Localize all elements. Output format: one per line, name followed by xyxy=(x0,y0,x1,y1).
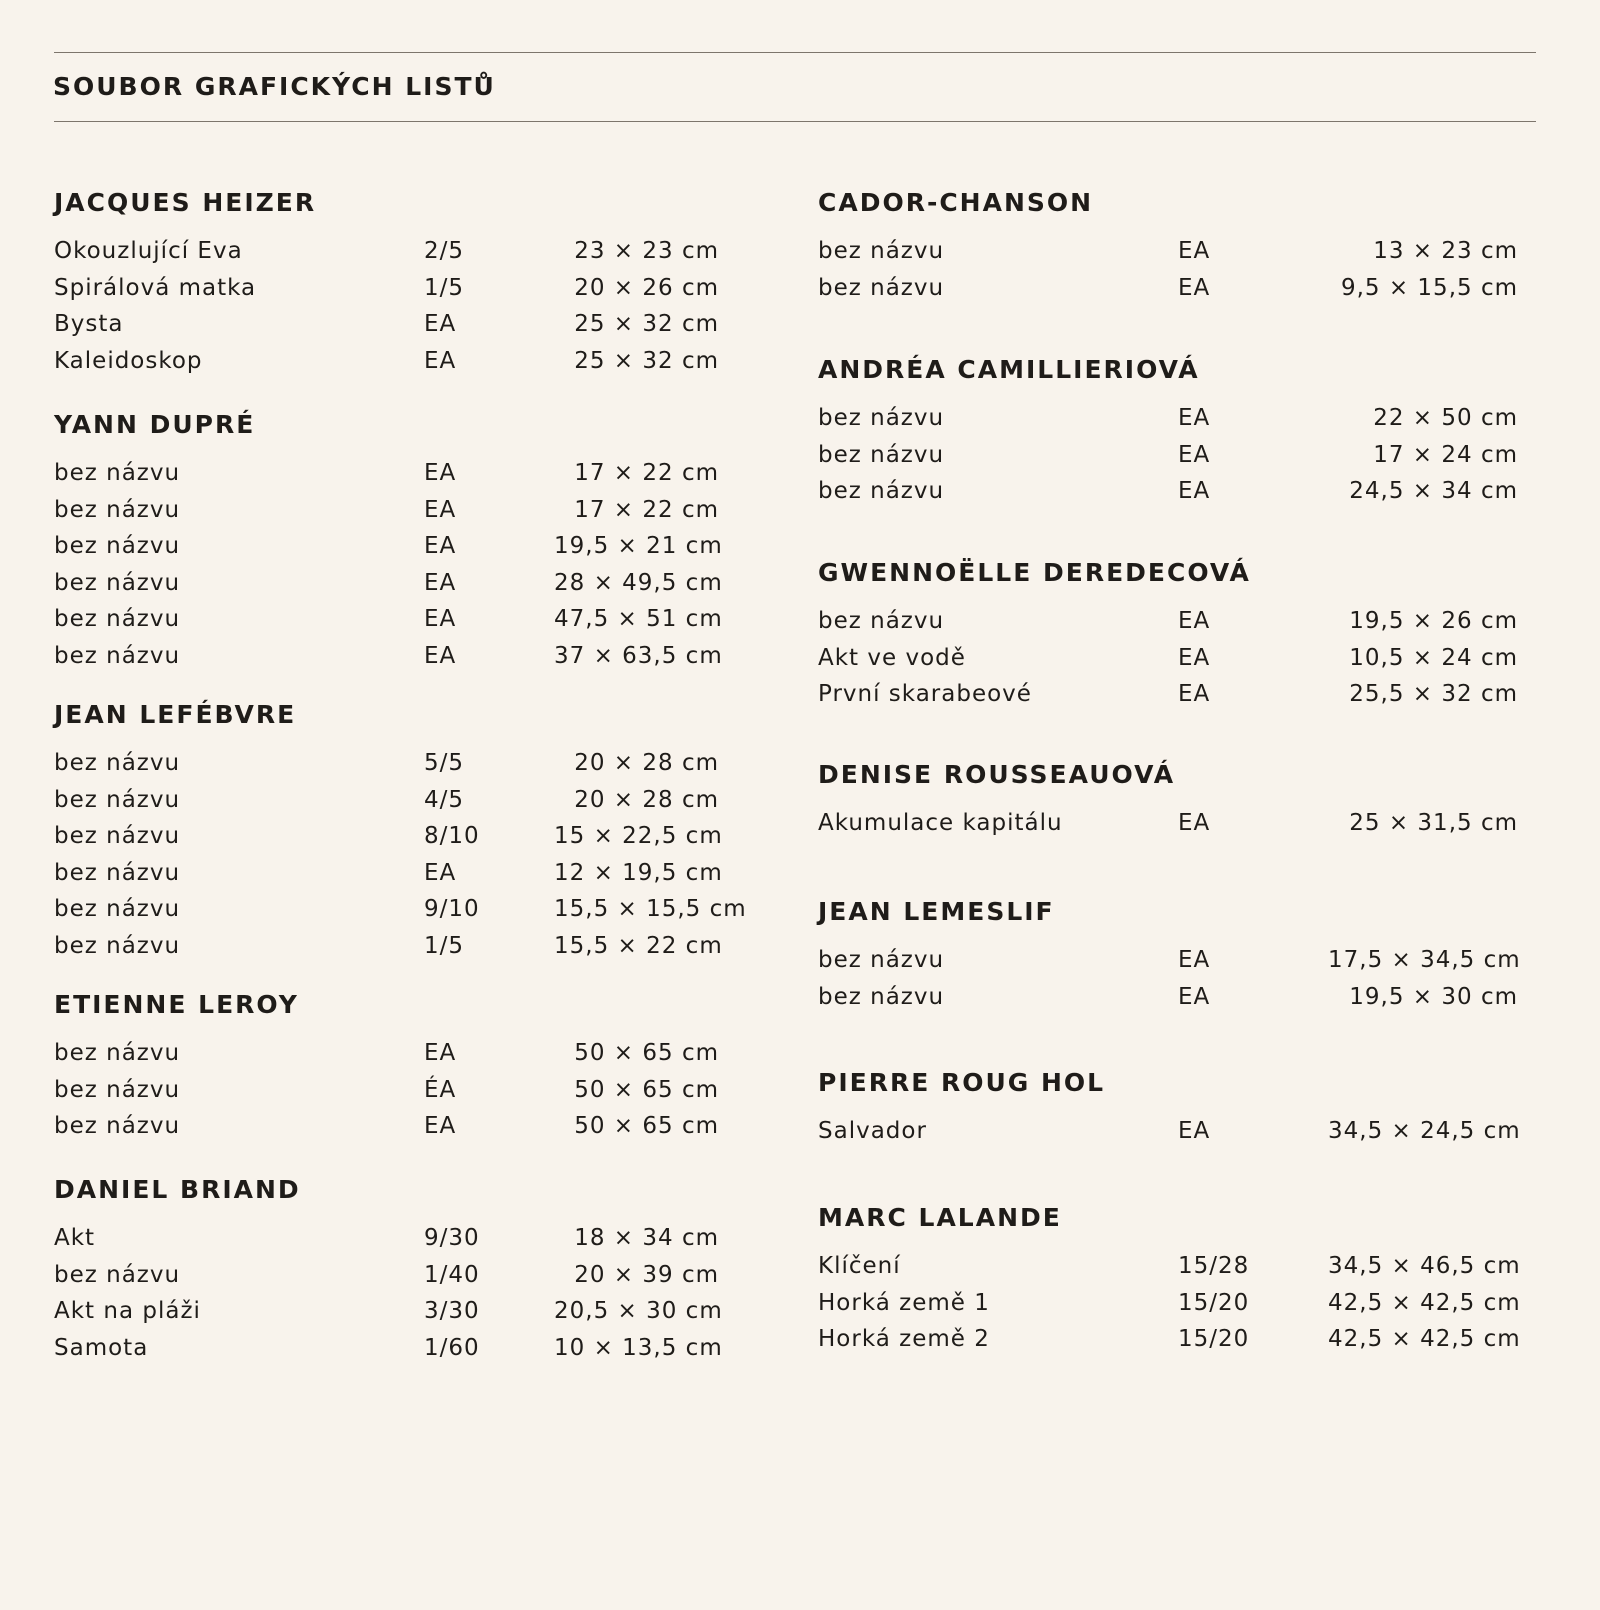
artwork-row xyxy=(54,565,794,602)
artist-section xyxy=(54,1172,794,1366)
artwork-title: bez názvu xyxy=(54,1076,181,1103)
artwork-dimensions: 20 × 28 cm xyxy=(574,750,719,776)
artwork-title: bez názvu xyxy=(54,823,181,849)
artwork-row xyxy=(818,1248,1558,1285)
artwork-dimensions: 25 × 32 cm xyxy=(574,311,719,337)
artwork-row xyxy=(54,492,794,529)
artwork-dimensions: 12 × 19,5 cm xyxy=(554,859,723,886)
artwork-title: bez názvu xyxy=(54,859,181,886)
top-rule xyxy=(54,52,1536,53)
artwork-title: bez názvu xyxy=(54,786,181,813)
artwork-title: bez názvu xyxy=(818,947,945,973)
artwork-dimensions: 10 × 13,5 cm xyxy=(554,1334,723,1361)
artwork-edition: 1/40 xyxy=(424,1261,480,1288)
artwork-dimensions: 20,5 × 30 cm xyxy=(554,1298,723,1324)
artwork-row xyxy=(818,473,1558,510)
artwork-edition: EA xyxy=(424,460,457,486)
artwork-dimensions: 50 × 65 cm xyxy=(574,1076,719,1103)
artwork-row xyxy=(54,1330,794,1367)
artwork-row xyxy=(54,782,794,819)
artwork-title: bez názvu xyxy=(54,1113,181,1139)
artwork-title: Akt na pláži xyxy=(54,1298,201,1324)
artwork-title: bez názvu xyxy=(818,405,945,431)
artwork-title: Salvador xyxy=(818,1118,927,1144)
artwork-title: Klíčení xyxy=(818,1253,901,1279)
artwork-row xyxy=(54,601,794,638)
artwork-dimensions: 25,5 × 32 cm xyxy=(1349,681,1518,707)
artwork-row xyxy=(54,1072,794,1109)
artist-section xyxy=(818,352,1558,510)
artwork-edition: EA xyxy=(1178,274,1211,301)
artwork-row xyxy=(818,270,1558,307)
artist-name: DANIEL BRIAND xyxy=(54,1175,301,1204)
artist-section xyxy=(818,555,1558,713)
artwork-edition: 9/30 xyxy=(424,1225,480,1251)
artwork-row xyxy=(54,528,794,565)
artwork-edition: EA xyxy=(1178,644,1211,671)
artwork-edition: EA xyxy=(1178,810,1211,836)
artwork-edition: EA xyxy=(424,496,457,523)
artwork-dimensions: 15,5 × 15,5 cm xyxy=(554,896,747,922)
artwork-edition: 1/5 xyxy=(424,932,465,959)
artwork-row xyxy=(54,638,794,675)
artist-section xyxy=(818,894,1558,1015)
artwork-title: Spirálová matka xyxy=(54,274,257,301)
artwork-title: bez názvu xyxy=(54,460,181,486)
artwork-edition: EA xyxy=(424,606,457,632)
artwork-dimensions: 24,5 × 34 cm xyxy=(1349,478,1518,504)
artist-name: YANN DUPRÉ xyxy=(54,410,256,439)
artwork-edition: 3/30 xyxy=(424,1298,480,1324)
artwork-dimensions: 23 × 23 cm xyxy=(574,238,719,264)
artwork-dimensions: 22 × 50 cm xyxy=(1373,405,1518,431)
artwork-row xyxy=(818,400,1558,437)
artwork-dimensions: 17,5 × 34,5 cm xyxy=(1328,947,1521,973)
artwork-title: Akt xyxy=(54,1225,96,1251)
artist-section xyxy=(54,697,794,964)
artwork-title: bez názvu xyxy=(818,441,945,468)
artwork-title: bez názvu xyxy=(54,533,181,559)
artwork-edition: 2/5 xyxy=(424,238,465,264)
artwork-row xyxy=(818,979,1558,1016)
artwork-row xyxy=(54,928,794,965)
artwork-row xyxy=(54,270,794,307)
artwork-edition: EA xyxy=(424,569,457,596)
artwork-row xyxy=(54,1220,794,1257)
artwork-row xyxy=(54,1035,794,1072)
artwork-row xyxy=(818,437,1558,474)
artwork-row xyxy=(54,306,794,343)
artwork-edition: 1/5 xyxy=(424,274,465,301)
artwork-row xyxy=(54,455,794,492)
artwork-title: Horká země 2 xyxy=(818,1326,990,1352)
artwork-title: První skarabeové xyxy=(818,681,1032,707)
artist-name: MARC LALANDE xyxy=(818,1203,1062,1232)
artist-name: ANDRÉA CAMILLIERIOVÁ xyxy=(818,355,1200,384)
artwork-edition: EA xyxy=(1178,681,1211,707)
artist-name: JACQUES HEIZER xyxy=(54,188,317,217)
artwork-dimensions: 15 × 22,5 cm xyxy=(554,823,723,849)
artwork-title: bez názvu xyxy=(54,1040,181,1066)
artwork-dimensions: 17 × 24 cm xyxy=(1373,441,1518,468)
artwork-dimensions: 20 × 28 cm xyxy=(574,786,719,813)
artwork-dimensions: 42,5 × 42,5 cm xyxy=(1328,1289,1521,1316)
artwork-dimensions: 25 × 31,5 cm xyxy=(1349,810,1518,836)
artwork-dimensions: 34,5 × 46,5 cm xyxy=(1328,1253,1521,1279)
artwork-row xyxy=(818,942,1558,979)
artwork-edition: 4/5 xyxy=(424,786,465,813)
artwork-dimensions: 28 × 49,5 cm xyxy=(554,569,723,596)
artwork-edition: EA xyxy=(1178,947,1211,973)
artwork-row xyxy=(818,1321,1558,1358)
artwork-edition: EA xyxy=(424,1113,457,1139)
artist-section xyxy=(54,185,794,379)
artwork-dimensions: 42,5 × 42,5 cm xyxy=(1328,1326,1521,1352)
artwork-dimensions: 19,5 × 30 cm xyxy=(1349,983,1518,1010)
artwork-edition: EA xyxy=(424,311,457,337)
artist-name: JEAN LEMESLIF xyxy=(818,897,1055,926)
artwork-row xyxy=(54,818,794,855)
artwork-edition: 15/20 xyxy=(1178,1289,1250,1316)
artwork-dimensions: 17 × 22 cm xyxy=(574,496,719,523)
artwork-dimensions: 19,5 × 21 cm xyxy=(554,533,723,559)
artwork-row xyxy=(54,891,794,928)
artwork-edition: 5/5 xyxy=(424,750,465,776)
artwork-dimensions: 20 × 39 cm xyxy=(574,1261,719,1288)
artwork-row xyxy=(818,233,1558,270)
artwork-edition: EA xyxy=(424,642,457,669)
artwork-title: bez názvu xyxy=(818,983,945,1010)
artist-name: ETIENNE LEROY xyxy=(54,990,299,1019)
artwork-row xyxy=(818,676,1558,713)
artist-section xyxy=(818,1200,1558,1358)
artwork-title: bez názvu xyxy=(54,1261,181,1288)
artwork-title: bez názvu xyxy=(54,750,181,776)
artwork-edition: EA xyxy=(1178,608,1211,634)
title-rule xyxy=(54,121,1536,122)
artist-section xyxy=(818,185,1558,306)
artwork-title: bez názvu xyxy=(54,932,181,959)
artist-name: CADOR-CHANSON xyxy=(818,188,1094,217)
artwork-dimensions: 50 × 65 cm xyxy=(574,1040,719,1066)
artwork-row xyxy=(818,1113,1558,1150)
artwork-dimensions: 10,5 × 24 cm xyxy=(1349,644,1518,671)
artwork-edition: EA xyxy=(1178,478,1211,504)
artist-name: GWENNOËLLE DEREDECOVÁ xyxy=(818,558,1251,587)
artwork-edition: EA xyxy=(1178,405,1211,431)
artwork-row xyxy=(54,233,794,270)
artwork-dimensions: 37 × 63,5 cm xyxy=(554,642,723,669)
artwork-edition: EA xyxy=(1178,441,1211,468)
artwork-title: Bysta xyxy=(54,311,124,337)
artwork-dimensions: 47,5 × 51 cm xyxy=(554,606,723,632)
artwork-title: bez názvu xyxy=(818,478,945,504)
artwork-dimensions: 13 × 23 cm xyxy=(1373,238,1518,264)
artwork-dimensions: 25 × 32 cm xyxy=(574,347,719,374)
artwork-edition: EA xyxy=(1178,1118,1211,1144)
artwork-edition: 9/10 xyxy=(424,896,480,922)
artwork-row xyxy=(54,1257,794,1294)
artist-section xyxy=(54,987,794,1145)
artwork-title: bez názvu xyxy=(818,238,945,264)
artist-section xyxy=(54,407,794,674)
artwork-edition: 15/20 xyxy=(1178,1326,1250,1352)
page-title: SOUBOR GRAFICKÝCH LISTŮ xyxy=(53,72,496,101)
artwork-edition: 15/28 xyxy=(1178,1253,1250,1279)
artwork-dimensions: 18 × 34 cm xyxy=(574,1225,719,1251)
artist-section xyxy=(818,1065,1558,1150)
artwork-row xyxy=(818,640,1558,677)
artwork-row xyxy=(54,855,794,892)
artwork-dimensions: 15,5 × 22 cm xyxy=(554,932,723,959)
artwork-edition: EA xyxy=(424,347,457,374)
artwork-edition: EA xyxy=(424,859,457,886)
artwork-edition: EA xyxy=(424,533,457,559)
artwork-title: bez názvu xyxy=(54,496,181,523)
artist-name: DENISE ROUSSEAUOVÁ xyxy=(818,760,1176,789)
artwork-title: bez názvu xyxy=(818,274,945,301)
artist-name: PIERRE ROUG HOL xyxy=(818,1068,1106,1097)
artist-name: JEAN LEFÉBVRE xyxy=(54,700,297,729)
artist-section xyxy=(818,757,1558,842)
artwork-dimensions: 34,5 × 24,5 cm xyxy=(1328,1118,1521,1144)
artwork-title: bez názvu xyxy=(54,642,181,669)
artwork-title: bez názvu xyxy=(54,569,181,596)
artwork-row xyxy=(818,603,1558,640)
artwork-edition: EA xyxy=(1178,238,1211,264)
artwork-row xyxy=(54,745,794,782)
artwork-dimensions: 20 × 26 cm xyxy=(574,274,719,301)
artwork-title: bez názvu xyxy=(818,608,945,634)
artwork-title: bez názvu xyxy=(54,606,181,632)
artwork-edition: ÉA xyxy=(424,1076,457,1103)
artwork-row xyxy=(54,1293,794,1330)
artwork-row xyxy=(818,805,1558,842)
artwork-row xyxy=(54,1108,794,1145)
artwork-edition: EA xyxy=(1178,983,1211,1010)
artwork-title: Horká země 1 xyxy=(818,1289,990,1316)
artwork-title: bez názvu xyxy=(54,896,181,922)
artwork-title: Kaleidoskop xyxy=(54,347,203,374)
artwork-title: Samota xyxy=(54,1334,149,1361)
artwork-title: Akt ve vodě xyxy=(818,644,966,671)
artwork-dimensions: 17 × 22 cm xyxy=(574,460,719,486)
artwork-title: Okouzlující Eva xyxy=(54,238,243,264)
artwork-row xyxy=(54,343,794,380)
artwork-edition: 8/10 xyxy=(424,823,480,849)
artwork-title: Akumulace kapitálu xyxy=(818,810,1063,836)
artwork-edition: 1/60 xyxy=(424,1334,480,1361)
artwork-dimensions: 50 × 65 cm xyxy=(574,1113,719,1139)
artwork-dimensions: 9,5 × 15,5 cm xyxy=(1340,274,1518,301)
artwork-row xyxy=(818,1285,1558,1322)
artwork-dimensions: 19,5 × 26 cm xyxy=(1349,608,1518,634)
artwork-edition: EA xyxy=(424,1040,457,1066)
